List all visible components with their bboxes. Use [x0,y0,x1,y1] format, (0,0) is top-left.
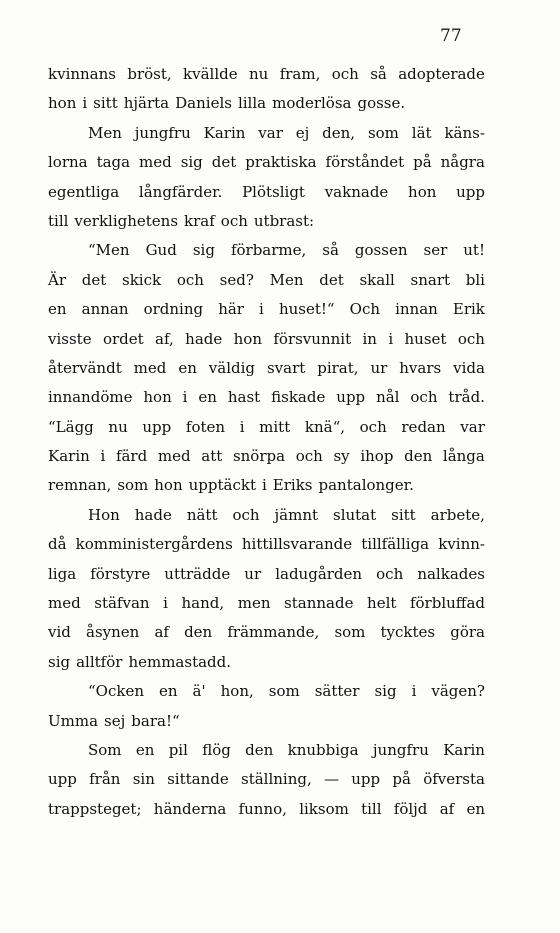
word: några [440,153,485,172]
word: sig [192,241,215,260]
word: mitt [259,417,291,436]
word: Eriks [272,476,313,495]
word: slutat [333,505,377,524]
word: hon [408,182,437,201]
word: “Lägg [48,417,94,436]
word: på [413,153,432,172]
word: väldig [208,358,256,377]
word: pil [168,740,188,759]
word: i [100,447,106,466]
word: innan [395,300,438,319]
word: lät [411,123,432,142]
word: hade [185,329,223,348]
word: utbrast: [253,211,315,230]
word: — [324,770,340,789]
word: utträdde [164,564,231,583]
word: men [237,594,271,613]
word: lorna [48,153,88,172]
word: nu [249,65,269,83]
word: i [182,388,188,407]
word: liksom [299,799,349,818]
word: kvällde [183,65,238,83]
word: förbarme, [230,241,307,260]
word: nål [376,388,400,407]
word: jungfru [134,123,191,142]
word: med [133,358,167,377]
word: skall [359,270,395,289]
word: huset!“ [278,300,335,319]
word: i [163,594,168,613]
word: vida [453,358,485,377]
word: nätt [186,505,218,524]
word: adopterade [398,65,485,83]
word: af [439,799,455,818]
word: ihop [360,447,394,466]
word: då [48,535,67,554]
word: öfversta [423,770,485,789]
word: Karin [203,123,246,142]
word: trappsteget; [48,799,142,818]
word: käns- [444,123,485,142]
text-line [48,413,485,442]
word: en [159,682,178,701]
word: främmande, [227,623,320,642]
word: och [295,447,323,466]
text-line [48,148,485,177]
word: den [404,447,433,466]
word: som [268,682,300,701]
word: Karin [443,740,485,759]
word: ut! [463,241,485,260]
word: Umma [48,711,99,730]
word: “Ocken [88,682,144,701]
word: hittillsvarande [241,535,353,554]
word: fram, [279,65,321,83]
word: från [89,770,121,789]
word: knubbiga [287,740,359,759]
word: så [370,65,387,83]
page-number: 77 [440,26,462,46]
word: vaknade [324,182,389,201]
word: hvars [399,358,442,377]
word: hon [154,476,183,495]
text-line [48,560,485,589]
text-line [48,295,485,324]
word: moderlösa [272,94,352,113]
word: sej [104,711,126,730]
word: helt [367,594,397,613]
word: åsynen [86,623,140,642]
word: funno, [238,799,287,818]
word: sig [180,153,203,172]
word: kvinnans [48,65,116,83]
text-line [48,325,485,354]
text-line [48,501,485,530]
word: ordning [143,300,204,319]
word: ladugården [275,564,363,583]
word: ur [370,358,388,377]
word: och [359,417,387,436]
word: komministergårdens [75,535,233,554]
word: och [457,329,485,348]
word: ur [244,564,262,583]
word: upptäckt [188,476,256,495]
word: arbete, [430,505,485,524]
word: med [48,594,81,613]
text-line [48,442,485,471]
word: en [178,358,197,377]
word: hon [48,94,77,113]
word: remnan, [48,476,112,495]
word: huset [404,329,447,348]
word: som [334,623,366,642]
word: i [239,417,245,436]
word: Som [88,740,122,759]
word: här [218,300,244,319]
word: hemmastadd. [128,652,232,671]
word: och [176,270,204,289]
word: sitt [391,505,416,524]
word: Plötsligt [242,182,305,201]
word: så [322,241,339,260]
word: upp [48,770,77,789]
word: upp [336,388,366,407]
text-line [48,89,485,118]
word: ä' [192,682,206,701]
word: ej [295,123,310,142]
text-line [48,207,485,236]
word: gosse. [357,94,406,113]
word: till [48,211,69,230]
word: det [319,270,344,289]
word: i [388,329,394,348]
word: Och [349,300,380,319]
text-line [48,266,485,295]
word: färd [115,447,148,466]
word: det [211,153,237,172]
word: sed? [219,270,254,289]
word: hade [134,505,172,524]
text-line [48,60,485,89]
text-line [48,618,485,647]
word: skick [122,270,162,289]
word: snörpa [232,447,286,466]
word: en [48,300,67,319]
text-line [48,765,485,794]
word: svart [266,358,306,377]
word: den, [322,123,356,142]
word: bli [465,270,485,289]
word: i [82,94,88,113]
word: in [362,329,377,348]
word: och [232,505,260,524]
word: och [220,211,248,230]
word: hand, [181,594,225,613]
word: foten [185,417,226,436]
word: snart [410,270,451,289]
word: jungfru [372,740,429,759]
word: sätter [314,682,360,701]
word: Daniels [175,94,232,113]
word: hon [233,329,262,348]
word: en [466,799,485,818]
word: praktiska [245,153,317,172]
word: tråd. [448,388,485,407]
word: en [135,740,155,759]
word: som [367,123,399,142]
text-line [48,178,485,207]
word: med [157,447,191,466]
word: kraf [184,211,215,230]
word: en [198,388,217,407]
word: följd [393,799,428,818]
word: den [184,623,213,642]
word: vid [48,623,71,642]
word: det [81,270,107,289]
word: verklighetens [74,211,179,230]
word: ställning, [241,770,312,789]
word: Hon [88,505,120,524]
word: hast [227,388,261,407]
word: af [154,623,169,642]
word: och [410,388,438,407]
word: gossen [354,241,408,260]
word: kvinn- [438,535,485,554]
word: upp [142,417,172,436]
word: återvändt [48,358,122,377]
word: sittande [167,770,229,789]
word: fiskade [271,388,326,407]
text-line [48,736,485,765]
word: Karin [48,447,90,466]
text-line [48,236,485,265]
word: den [245,740,274,759]
word: vägen? [431,682,485,701]
text-line [48,648,485,677]
word: sig [374,682,397,701]
word: alltför [76,652,123,671]
word: förbluffad [409,594,485,613]
word: nalkades [417,564,485,583]
word: pirat, [317,358,359,377]
word: “Men [88,241,130,260]
word: upp [456,182,485,201]
body-text [48,60,485,824]
word: annan [81,300,129,319]
word: att [201,447,223,466]
word: lilla [237,94,267,113]
text-line [48,795,485,824]
word: innandöme [48,388,133,407]
word: flög [202,740,231,759]
word: pantalonger. [318,476,414,495]
word: med [139,153,172,172]
word: hjärta [123,94,170,113]
word: visste [48,329,92,348]
word: sin [132,770,155,789]
word: försvunnit [273,329,352,348]
word: förståndet [325,153,405,172]
text-line [48,589,485,618]
word: egentliga [48,182,120,201]
word: och [376,564,404,583]
word: taga [96,153,131,172]
text-line [48,530,485,559]
word: göra [450,623,485,642]
text-line [48,677,485,706]
word: stäfvan [94,594,150,613]
word: på [392,770,411,789]
word: sy [333,447,350,466]
word: redan [401,417,446,436]
word: ordet [102,329,144,348]
text-line [48,383,485,412]
word: Erik [452,300,485,319]
word: långa [442,447,485,466]
word: hon [143,388,172,407]
word: ser [423,241,448,260]
word: händerna [153,799,227,818]
word: Är [48,270,67,289]
word: långfärder. [138,182,223,201]
word: upp [351,770,381,789]
text-line [48,354,485,383]
text-line [48,707,485,736]
word: Men [88,123,122,142]
word: var [460,417,485,436]
word: var [258,123,283,142]
word: nu [108,417,128,436]
word: bara!“ [131,711,180,730]
word: till [361,799,382,818]
word: tillfälliga [361,535,430,554]
word: Gud [145,241,177,260]
word: i [411,682,417,701]
word: som [117,476,149,495]
word: i [261,476,267,495]
word: stannade [284,594,354,613]
word: sitt [93,94,118,113]
word: knä“, [304,417,346,436]
word: i [259,300,264,319]
word: förstyre [90,564,151,583]
text-line [48,471,485,500]
word: af, [155,329,174,348]
word: sig [48,652,71,671]
text-line [48,119,485,148]
word: Men [269,270,304,289]
word: liga [48,564,77,583]
word: jämnt [274,505,319,524]
word: och [331,65,359,83]
word: hon, [220,682,254,701]
word: bröst, [127,65,172,83]
word: tycktes [380,623,436,642]
